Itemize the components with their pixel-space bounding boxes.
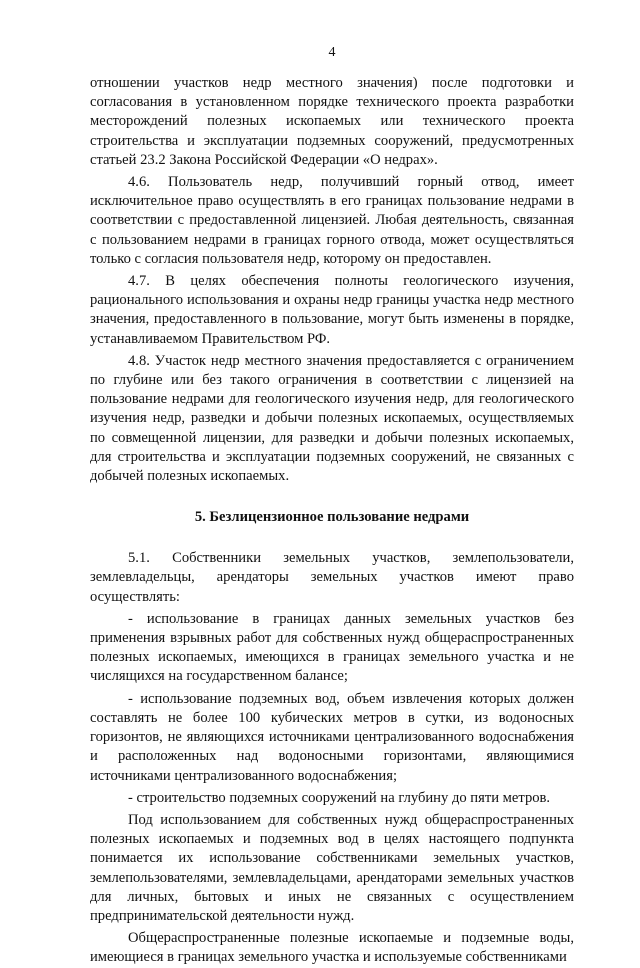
paragraph-4-6: 4.6. Пользователь недр, получивший горный отвод, имеет исключительное право осуществлять в его границах пользование недрами в соответствии с предоставленной лицензией. Любая деятельность, связанная с пользованием недрами в границах горного отвода, может осуществляться только с согласия пользователя недр, которому он предоставлен. bbox=[90, 174, 574, 267]
section-title: 5. Безлицензионное пользование недрами bbox=[194, 509, 470, 526]
paragraph-4-8: 4.8. Участок недр местного значения предоставляется с ограничением по глубине или без такого ограничения в соответствии с лицензией на пользование недрами для геологического изучения недр, для геологического изучения недр, разведки и добычи полезных ископаемых, осуществляемых по совмещенной лицензии, для разведки и добычи полезных ископаемых, для строительства и эксплуатации подземных сооружений, не связанных с добычей полезных ископаемых. bbox=[90, 352, 574, 485]
document-body bbox=[90, 74, 574, 968]
page-number: 4 bbox=[328, 45, 336, 60]
paragraph-common-minerals: Общераспространенные полезные ископаемые и подземные воды, имеющиеся в границах земельного участка и используемые собственниками bbox=[90, 930, 574, 966]
document-page bbox=[90, 0, 574, 966]
paragraph-5-1: 5.1. Собственники земельных участков, землепользователи, землевладельцы, арендаторы земельных участков имеют право осуществлять: bbox=[90, 550, 574, 605]
list-item-groundwater: - использование подземных вод, объем извлечения которых должен составлять не более 100 кубических метров в сутки, из водоносных горизонтов, не являющихся источниками централизованного водоснабжения и расположенных над водоносными горизонтами, являющимися источниками централизованного водоснабжения; bbox=[90, 690, 574, 784]
paragraph-own-needs: Под использованием для собственных нужд общераспространенных полезных ископаемых и подземных вод в целях настоящего подпункта понимается их использование собственниками земельных участков, землепользователями, землевладельцами, арендаторами земельных участков для личных, бытовых и иных не связанных с осуществлением предпринимательской деятельности нужд. bbox=[90, 811, 574, 924]
list-item-construction: - строительство подземных сооружений на глубину до пяти метров. bbox=[128, 789, 551, 806]
paragraph-4-7: 4.7. В целях обеспечения полноты геологического изучения, рационального использования и охраны недр границы участка недр местного значения, предоставленного в пользование, могут быть изменены в порядке, устанавливаемом Правительством РФ. bbox=[90, 273, 574, 347]
paragraph-continuation: отношении участков недр местного значения) после подготовки и согласования в установленном порядке технического проекта разработки месторождений полезных ископаемых или технического проекта строительства и эксплуатации подземных сооружений, предусмотренных статьей 23.2 Закона Российской Федерации «О недрах». bbox=[90, 75, 574, 168]
list-item-minerals: - использование в границах данных земельных участков без применения взрывных работ для собственных нужд общераспространенных полезных ископаемых, имеющихся в границах земельного участка и не числящихся на государственном балансе; bbox=[90, 610, 574, 685]
